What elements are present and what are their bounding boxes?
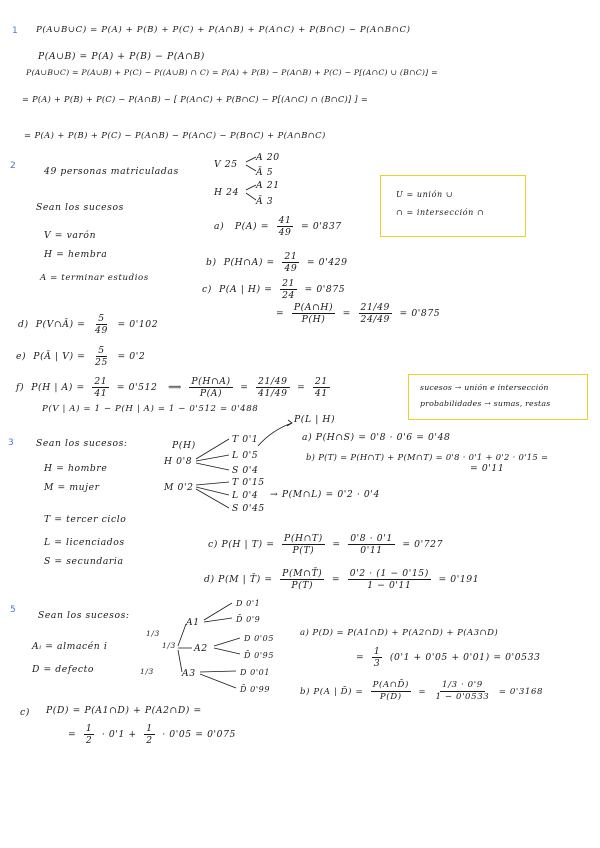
answer-c-label: c) — [20, 707, 30, 718]
tree-result: → P(M∩L) = 0'2 · 0'4 — [270, 489, 380, 500]
tree-prob: 1/3 — [146, 629, 160, 638]
answer-b-result: = 0'11 — [470, 463, 505, 474]
formula-line: P(A∪B) = P(A) + P(B) − P(A∩B) — [38, 51, 205, 62]
tree-node: M 0'2 — [164, 482, 194, 493]
definition: Aᵢ = almacén i — [32, 641, 108, 652]
note-line: sucesos → unión e intersección — [420, 383, 549, 392]
tree-node: D̄ 0'95 — [244, 651, 275, 660]
answer-a: a) P(A) = $\frac{41}{49}$ = 0'837 — [214, 215, 342, 238]
tree-node: P(H) — [172, 440, 196, 451]
formula-line: P(A∪B∪C) = P(A∪B) + P(C) − P((A∪B) ∩ C) = P(A) + P(B) − P(A∩B) + P(C) − P[(A∩C) ∪ (B∩C)] = — [26, 68, 438, 77]
tree-node: T 0'15 — [232, 477, 265, 488]
tree-node: L 0'5 — [232, 450, 259, 461]
exercise-number-1: 1 — [12, 26, 18, 36]
arrow-line — [258, 423, 292, 446]
formula-line: = P(A) + P(B) + P(C) − P(A∩B) − P(A∩C) − P(B∩C) + P(A∩B∩C) — [24, 130, 326, 140]
answer-f: f) P(H | A) = $\frac{21}{41}$ = 0'512 ⟹ $\frac{P(H\cap A)}{P(A)}$ = $\frac{21/49}{41/49}$ = $\frac{21}{41}$ — [16, 376, 328, 399]
branch-line — [178, 624, 192, 672]
answer-d: d) P(M | T̄) = $\frac{P(M\cap T̄)}{P(T̄)}$ = $\frac{0'2 \cdot (1 - 0'15)}{1 - 0'11}$ = 0'191 — [204, 568, 480, 591]
arrow-head — [287, 420, 292, 426]
answer-c-alt: = $\frac{P(A\cap H)}{P(H)}$ = $\frac{21/49}{24/49}$ = 0'875 — [276, 302, 441, 325]
branch-line — [204, 603, 232, 622]
problem-intro: 49 personas matriculadas — [44, 166, 179, 177]
tree-node: S 0'45 — [232, 503, 265, 514]
tree-node: D 0'1 — [236, 599, 261, 608]
exercise-number-5: 5 — [10, 605, 16, 615]
tree-node: Ā 5 — [256, 167, 274, 178]
answer-a: a) P(D) = P(A1∩D) + P(A2∩D) + P(A3∩D) — [300, 628, 499, 638]
definition: H = hembra — [44, 249, 108, 260]
definition: L = licenciados — [44, 537, 125, 548]
tree-node: A2 — [194, 643, 208, 654]
tree-prob: 1/3 — [140, 667, 154, 676]
branch-line — [196, 439, 229, 470]
exercise-number-2: 2 — [10, 161, 16, 171]
answer-b: b) P(H∩A) = $\frac{21}{49}$ = 0'429 — [206, 251, 348, 274]
tree-node: S 0'4 — [232, 465, 259, 476]
note-line: U = unión ∪ — [396, 190, 454, 199]
tree-node: D 0'01 — [240, 668, 271, 677]
tree-node: Ā 3 — [256, 196, 274, 207]
answer-c: c) P(A | H) = $\frac{21}{24}$ = 0'875 — [202, 278, 346, 301]
formula-line: = P(A) + P(B) + P(C) − P(A∩B) − [ P(A∩C) + P(B∩C) − P[(A∩C) ∩ (B∩C)] ] = — [22, 94, 368, 104]
branch-line — [246, 185, 256, 200]
tree-node: A 21 — [256, 180, 280, 191]
tree-node: A 20 — [256, 152, 280, 163]
tree-node: D̄ 0'99 — [240, 685, 271, 694]
tree-node: H 0'8 — [164, 456, 193, 467]
answer-c: c) P(H | T) = $\frac{P(H\cap T)}{P(T)}$ = $\frac{0'8 \cdot 0'1}{0'11}$ = 0'727 — [208, 533, 444, 556]
tree-node: V 25 — [214, 159, 238, 170]
sean-label: Sean los sucesos — [36, 202, 124, 213]
definition: V = varón — [44, 230, 97, 241]
branch-line — [214, 638, 240, 654]
tree-prob: 1/3 — [162, 641, 176, 650]
answer-d: d) P(V∩Ā) = $\frac{5}{49}$ = 0'102 — [18, 313, 159, 336]
definition: T = tercer ciclo — [44, 514, 127, 525]
branch-line — [196, 482, 229, 508]
tree-node: H 24 — [214, 187, 240, 198]
note-line: probabilidades → sumas, restas — [420, 399, 551, 408]
answer-b: b) P(T) = P(H∩T) + P(M∩T) = 0'8 · 0'1 + 0'2 · 0'15 = — [306, 452, 549, 462]
definition: H = hombre — [44, 463, 108, 474]
tree-node: A1 — [186, 617, 200, 628]
answer-a: a) P(H∩S) = 0'8 · 0'6 = 0'48 — [302, 432, 451, 443]
definition: M = mujer — [44, 482, 100, 493]
answer-c-cont: = $\frac{1}{2}$ · 0'1 + $\frac{1}{2}$ · 0'05 = 0'075 — [68, 723, 236, 746]
answer-g: P(V | A) = 1 − P(H | A) = 1 − 0'512 = 0'488 — [42, 404, 259, 414]
sean-label: Sean los sucesos: — [38, 610, 130, 621]
tree-node: D̄ 0'9 — [236, 615, 261, 624]
answer-b: b) P(A | D̄) = $\frac{P(A\cap D̄)}{P(D̄)}$ = $\frac{1/3 \cdot 0'9}{1 - 0'0533}$ = 0'3168 — [300, 680, 544, 702]
sean-label: Sean los sucesos: — [36, 438, 128, 449]
tree-label: P(L | H) — [294, 414, 336, 425]
definition: A = terminar estudios — [40, 273, 149, 283]
note-line: ∩ = intersección ∩ — [396, 208, 485, 217]
definition: D = defecto — [32, 664, 95, 675]
tree-node: L 0'4 — [232, 490, 259, 501]
branch-line — [246, 157, 256, 171]
answer-e: e) P(Ā | V) = $\frac{5}{25}$ = 0'2 — [16, 345, 146, 368]
answer-a-cont: = $\frac{1}{3}$ (0'1 + 0'05 + 0'01) = 0'0533 — [356, 646, 541, 669]
tree-node: D 0'05 — [244, 634, 275, 643]
exercise-number-3: 3 — [8, 438, 14, 448]
tree-node: T 0'1 — [232, 434, 259, 445]
formula-line: P(A∪B∪C) = P(A) + P(B) + P(C) + P(A∩B) + P(A∩C) + P(B∩C) − P(A∩B∩C) — [36, 25, 411, 35]
answer-c: P(D) = P(A1∩D) + P(A2∩D) = — [46, 705, 202, 716]
tree-node: A3 — [182, 668, 196, 679]
branch-line — [200, 671, 236, 688]
definition: S = secundaria — [44, 556, 124, 567]
